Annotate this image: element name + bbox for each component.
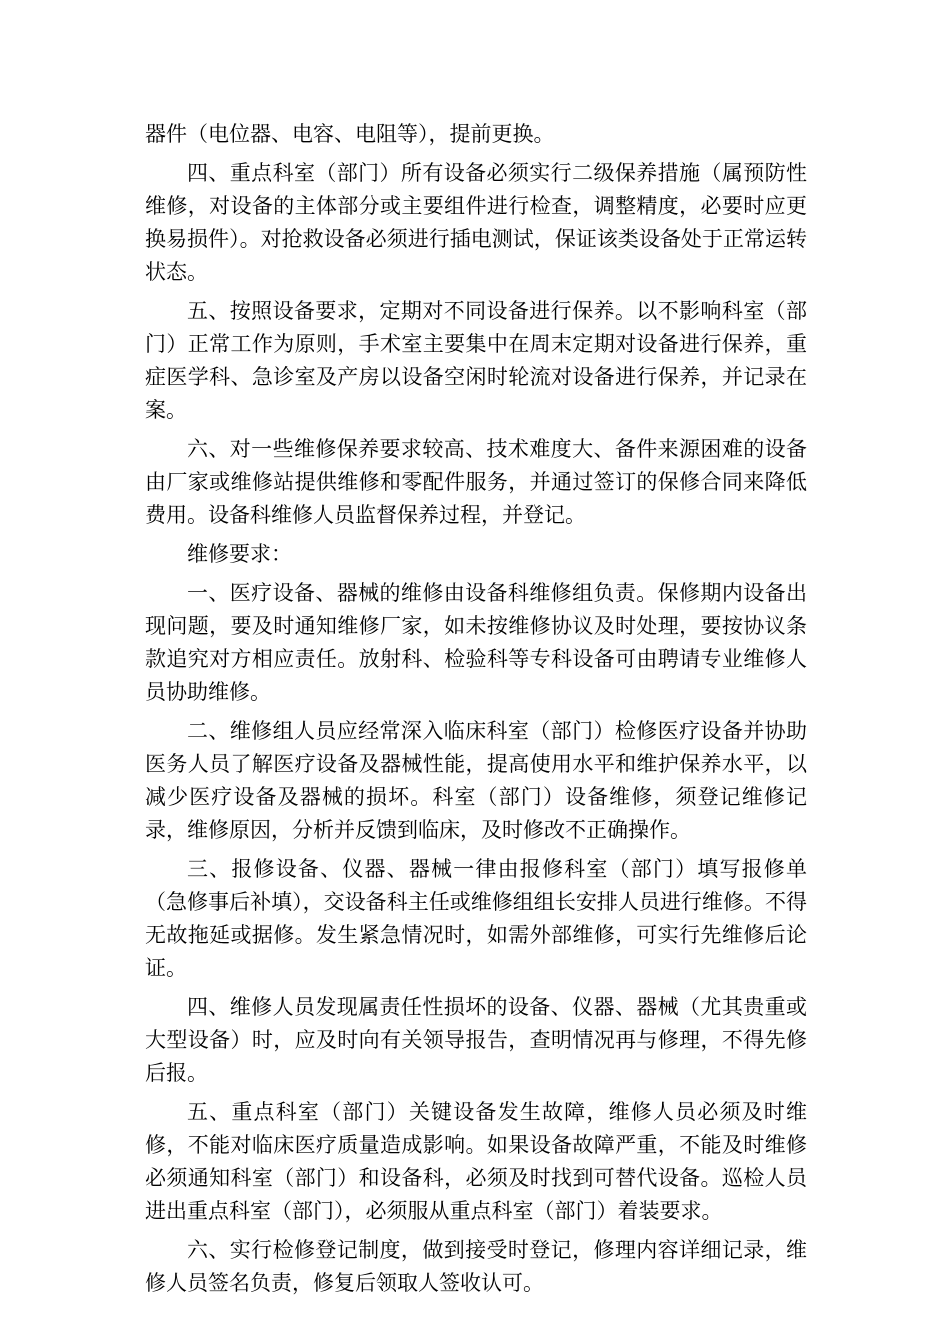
section-heading: 维修要求： xyxy=(187,542,292,566)
repair-item-4: 四、维修人员发现属责任性损坏的设备、仪器、器械（尤其贵重或大型设备）时，应及时向有关领导报告，查明情况再与修理，不得先修后报。 xyxy=(145,995,807,1085)
repair-item-2: 二、维修组人员应经常深入临床科室（部门）检修医疗设备并协助医务人员了解医疗设备及器械性能，提高使用水平和维护保养水平，以减少医疗设备及器械的损坏。科室（部门）设备维修，须登记维修记录，维修原因，分析并反馈到临床，及时修改不正确操作。 xyxy=(145,719,807,842)
paragraph-item-6: 六、对一些维修保养要求较高、技术难度大、备件来源困难的设备由厂家或维修站提供维修和零配件服务，并通过签订的保修合同来降低费用。设备科维修人员监督保养过程，并登记。 xyxy=(145,437,807,527)
paragraph-item-5: 五、按照设备要求，定期对不同设备进行保养。以不影响科室（部门）正常工作为原则，手术室主要集中在周末定期对设备进行保养，重症医学科、急诊室及产房以设备空闲时轮流对设备进行保养，并记录在案。 xyxy=(145,299,807,422)
document-page xyxy=(145,118,807,1306)
repair-item-3: 三、报修设备、仪器、器械一律由报修科室（部门）填写报修单（急修事后补填），交设备科主任或维修组组长安排人员进行维修。不得无故拖延或据修。发生紧急情况时，如需外部维修，可实行先维修后论证。 xyxy=(145,857,807,980)
repair-item-6: 六、实行检修登记制度，做到接受时登记，修理内容详细记录，维修人员签名负责，修复后领取人签收认可。 xyxy=(145,1238,807,1295)
paragraph-item-4: 四、重点科室（部门）所有设备必须实行二级保养措施（属预防性维修，对设备的主体部分或主要组件进行检查，调整精度，必要时应更换易损件）。对抢救设备必须进行插电测试，保证该类设备处于正常运转状态。 xyxy=(145,161,807,284)
repair-item-5: 五、重点科室（部门）关键设备发生故障，维修人员必须及时维修，不能对临床医疗质量造成影响。如果设备故障严重，不能及时维修必须通知科室（部门）和设备科，必须及时找到可替代设备。巡检人员进出重点科室（部门），必须服从重点科室（部门）着装要求。 xyxy=(145,1100,807,1223)
repair-item-1: 一、医疗设备、器械的维修由设备科维修组负责。保修期内设备出现问题，要及时通知维修厂家，如未按维修协议及时处理，要按协议条款追究对方相应责任。放射科、检验科等专科设备可由聘请专业维修人员协助维修。 xyxy=(145,581,807,704)
paragraph-continuation: 器件（电位器、电容、电阻等），提前更换。 xyxy=(145,122,555,146)
